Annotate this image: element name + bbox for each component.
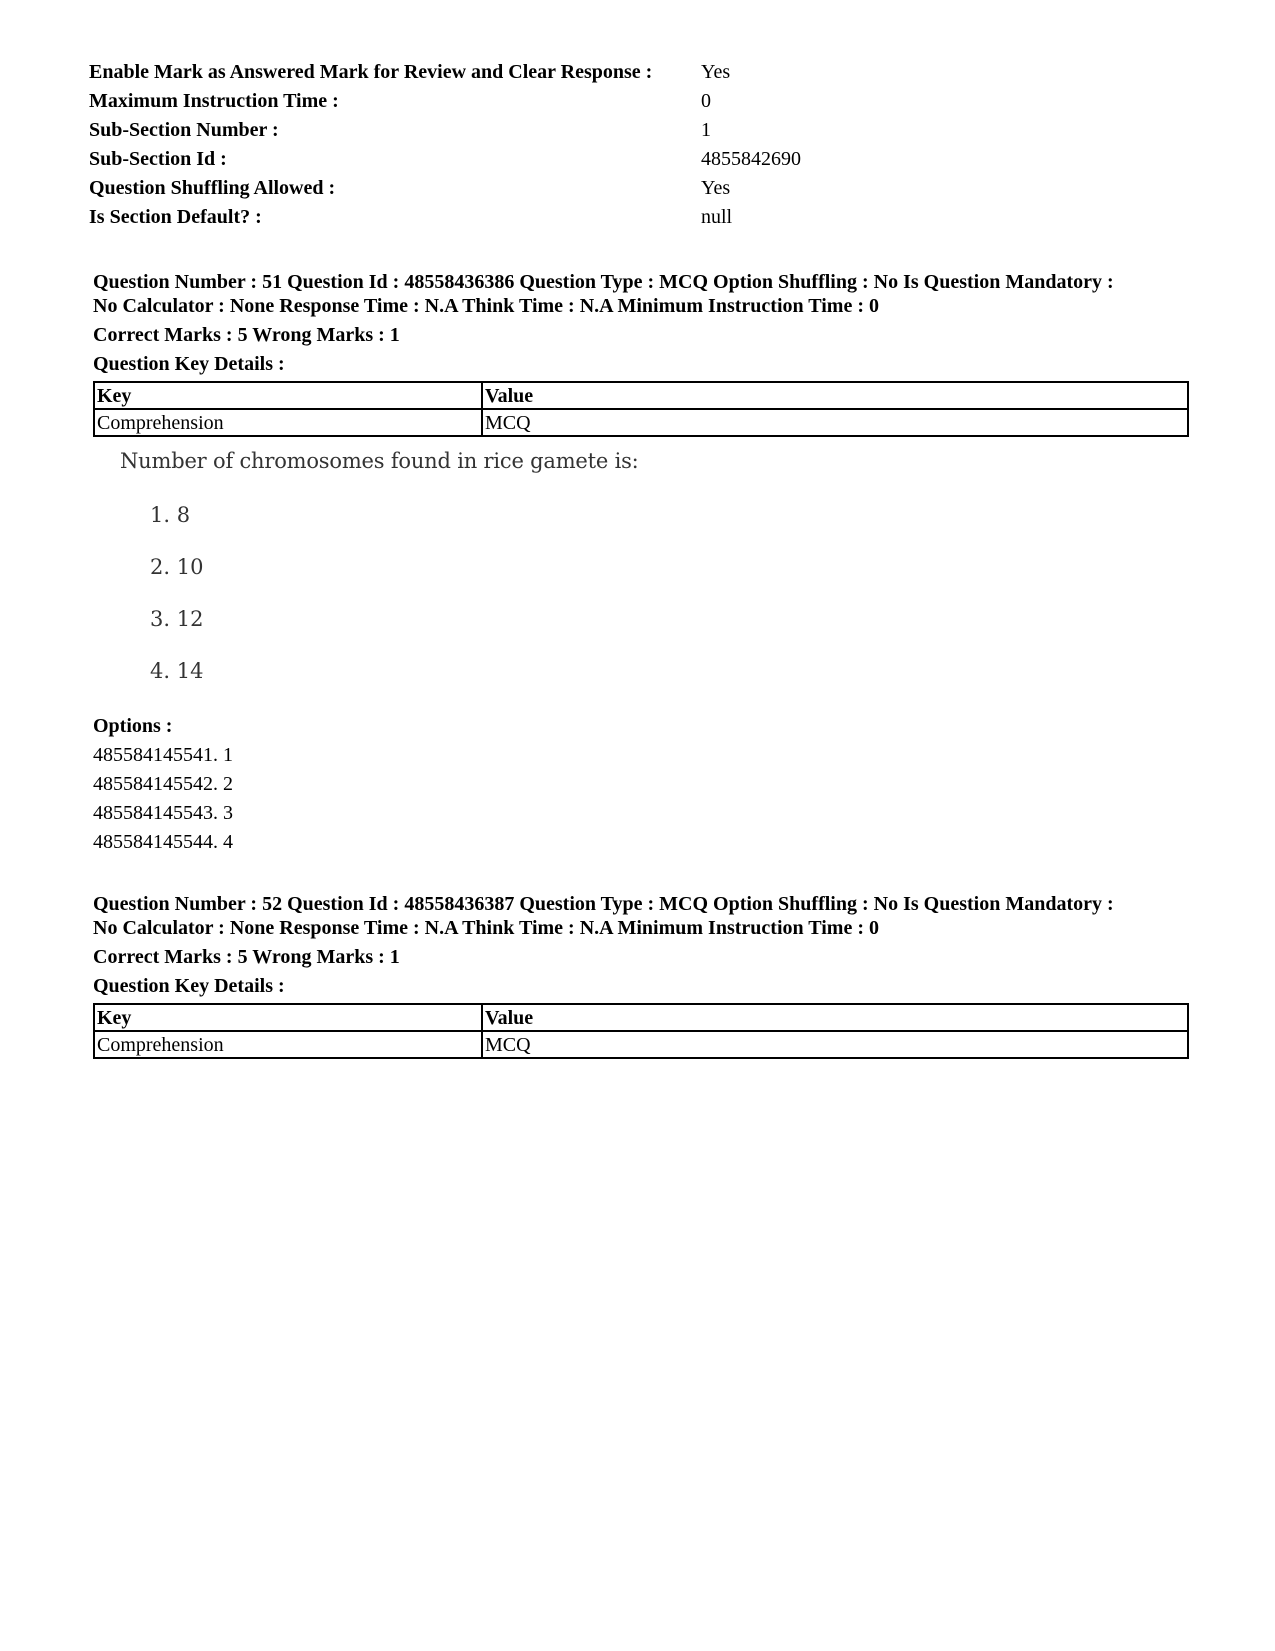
meta-row-max-instruction-time <box>89 87 889 116</box>
key-table-header-row <box>94 1004 1188 1031</box>
meta-label: Sub-Section Id : <box>89 148 227 170</box>
question-block-52 <box>93 892 1193 1059</box>
question-stem: Number of chromosomes found in rice gamete is: <box>120 449 639 473</box>
options-label: Options : <box>93 715 173 737</box>
meta-label: Is Section Default? : <box>89 206 262 228</box>
question-key-table <box>93 1003 1189 1059</box>
meta-value: Yes <box>701 177 731 199</box>
meta-label: Question Shuffling Allowed : <box>89 177 336 199</box>
question-header-line: Question Number : 52 Question Id : 48558436387 Question Type : MCQ Option Shuffling : No Is Question Mandatory : <box>93 893 1114 915</box>
key-table-row <box>94 409 1188 436</box>
question-choice: 3. 12 <box>150 607 204 631</box>
option-item: 485584145543. 3 <box>93 802 233 824</box>
key-table-cell-key: Comprehension <box>94 1031 482 1058</box>
meta-value: Yes <box>701 61 731 83</box>
question-key-details-label: Question Key Details : <box>93 353 285 375</box>
key-table-cell-key: Comprehension <box>94 409 482 436</box>
meta-value: 4855842690 <box>701 148 801 170</box>
key-table-header-key: Key <box>94 382 482 409</box>
question-choice: 2. 10 <box>150 555 204 579</box>
question-marks: Correct Marks : 5 Wrong Marks : 1 <box>93 946 400 968</box>
meta-row-mark-review <box>89 58 889 87</box>
question-key-table <box>93 381 1189 437</box>
meta-label: Maximum Instruction Time : <box>89 90 339 112</box>
question-choice: 1. 8 <box>150 503 191 527</box>
meta-value: 0 <box>701 90 711 112</box>
key-table-row <box>94 1031 1188 1058</box>
question-header-line: Question Number : 51 Question Id : 48558436386 Question Type : MCQ Option Shuffling : No Is Question Mandatory : <box>93 271 1114 293</box>
key-table-cell-value: MCQ <box>482 1031 1188 1058</box>
question-header-line: No Calculator : None Response Time : N.A Think Time : N.A Minimum Instruction Time : 0 <box>93 295 879 317</box>
meta-label: Sub-Section Number : <box>89 119 279 141</box>
key-table-header-key: Key <box>94 1004 482 1031</box>
meta-row-sub-section-id <box>89 145 889 174</box>
meta-row-sub-section-number <box>89 116 889 145</box>
meta-row-question-shuffling <box>89 174 889 203</box>
question-image <box>93 437 1193 712</box>
section-metadata <box>89 58 889 232</box>
question-block-51 <box>93 270 1193 857</box>
meta-row-section-default <box>89 203 889 232</box>
meta-label: Enable Mark as Answered Mark for Review and Clear Response : <box>89 61 653 83</box>
question-header <box>93 270 1193 318</box>
question-header-line: No Calculator : None Response Time : N.A Think Time : N.A Minimum Instruction Time : 0 <box>93 917 879 939</box>
option-item: 485584145542. 2 <box>93 773 233 795</box>
key-table-cell-value: MCQ <box>482 409 1188 436</box>
meta-value: null <box>701 206 733 228</box>
question-header <box>93 892 1193 940</box>
key-table-header-row <box>94 382 1188 409</box>
question-key-details-label: Question Key Details : <box>93 975 285 997</box>
key-table-header-value: Value <box>482 1004 1188 1031</box>
meta-value: 1 <box>701 119 711 141</box>
question-choice: 4. 14 <box>150 659 204 683</box>
key-table-header-value: Value <box>482 382 1188 409</box>
question-marks: Correct Marks : 5 Wrong Marks : 1 <box>93 324 400 346</box>
option-item: 485584145544. 4 <box>93 831 233 853</box>
option-item: 485584145541. 1 <box>93 744 233 766</box>
